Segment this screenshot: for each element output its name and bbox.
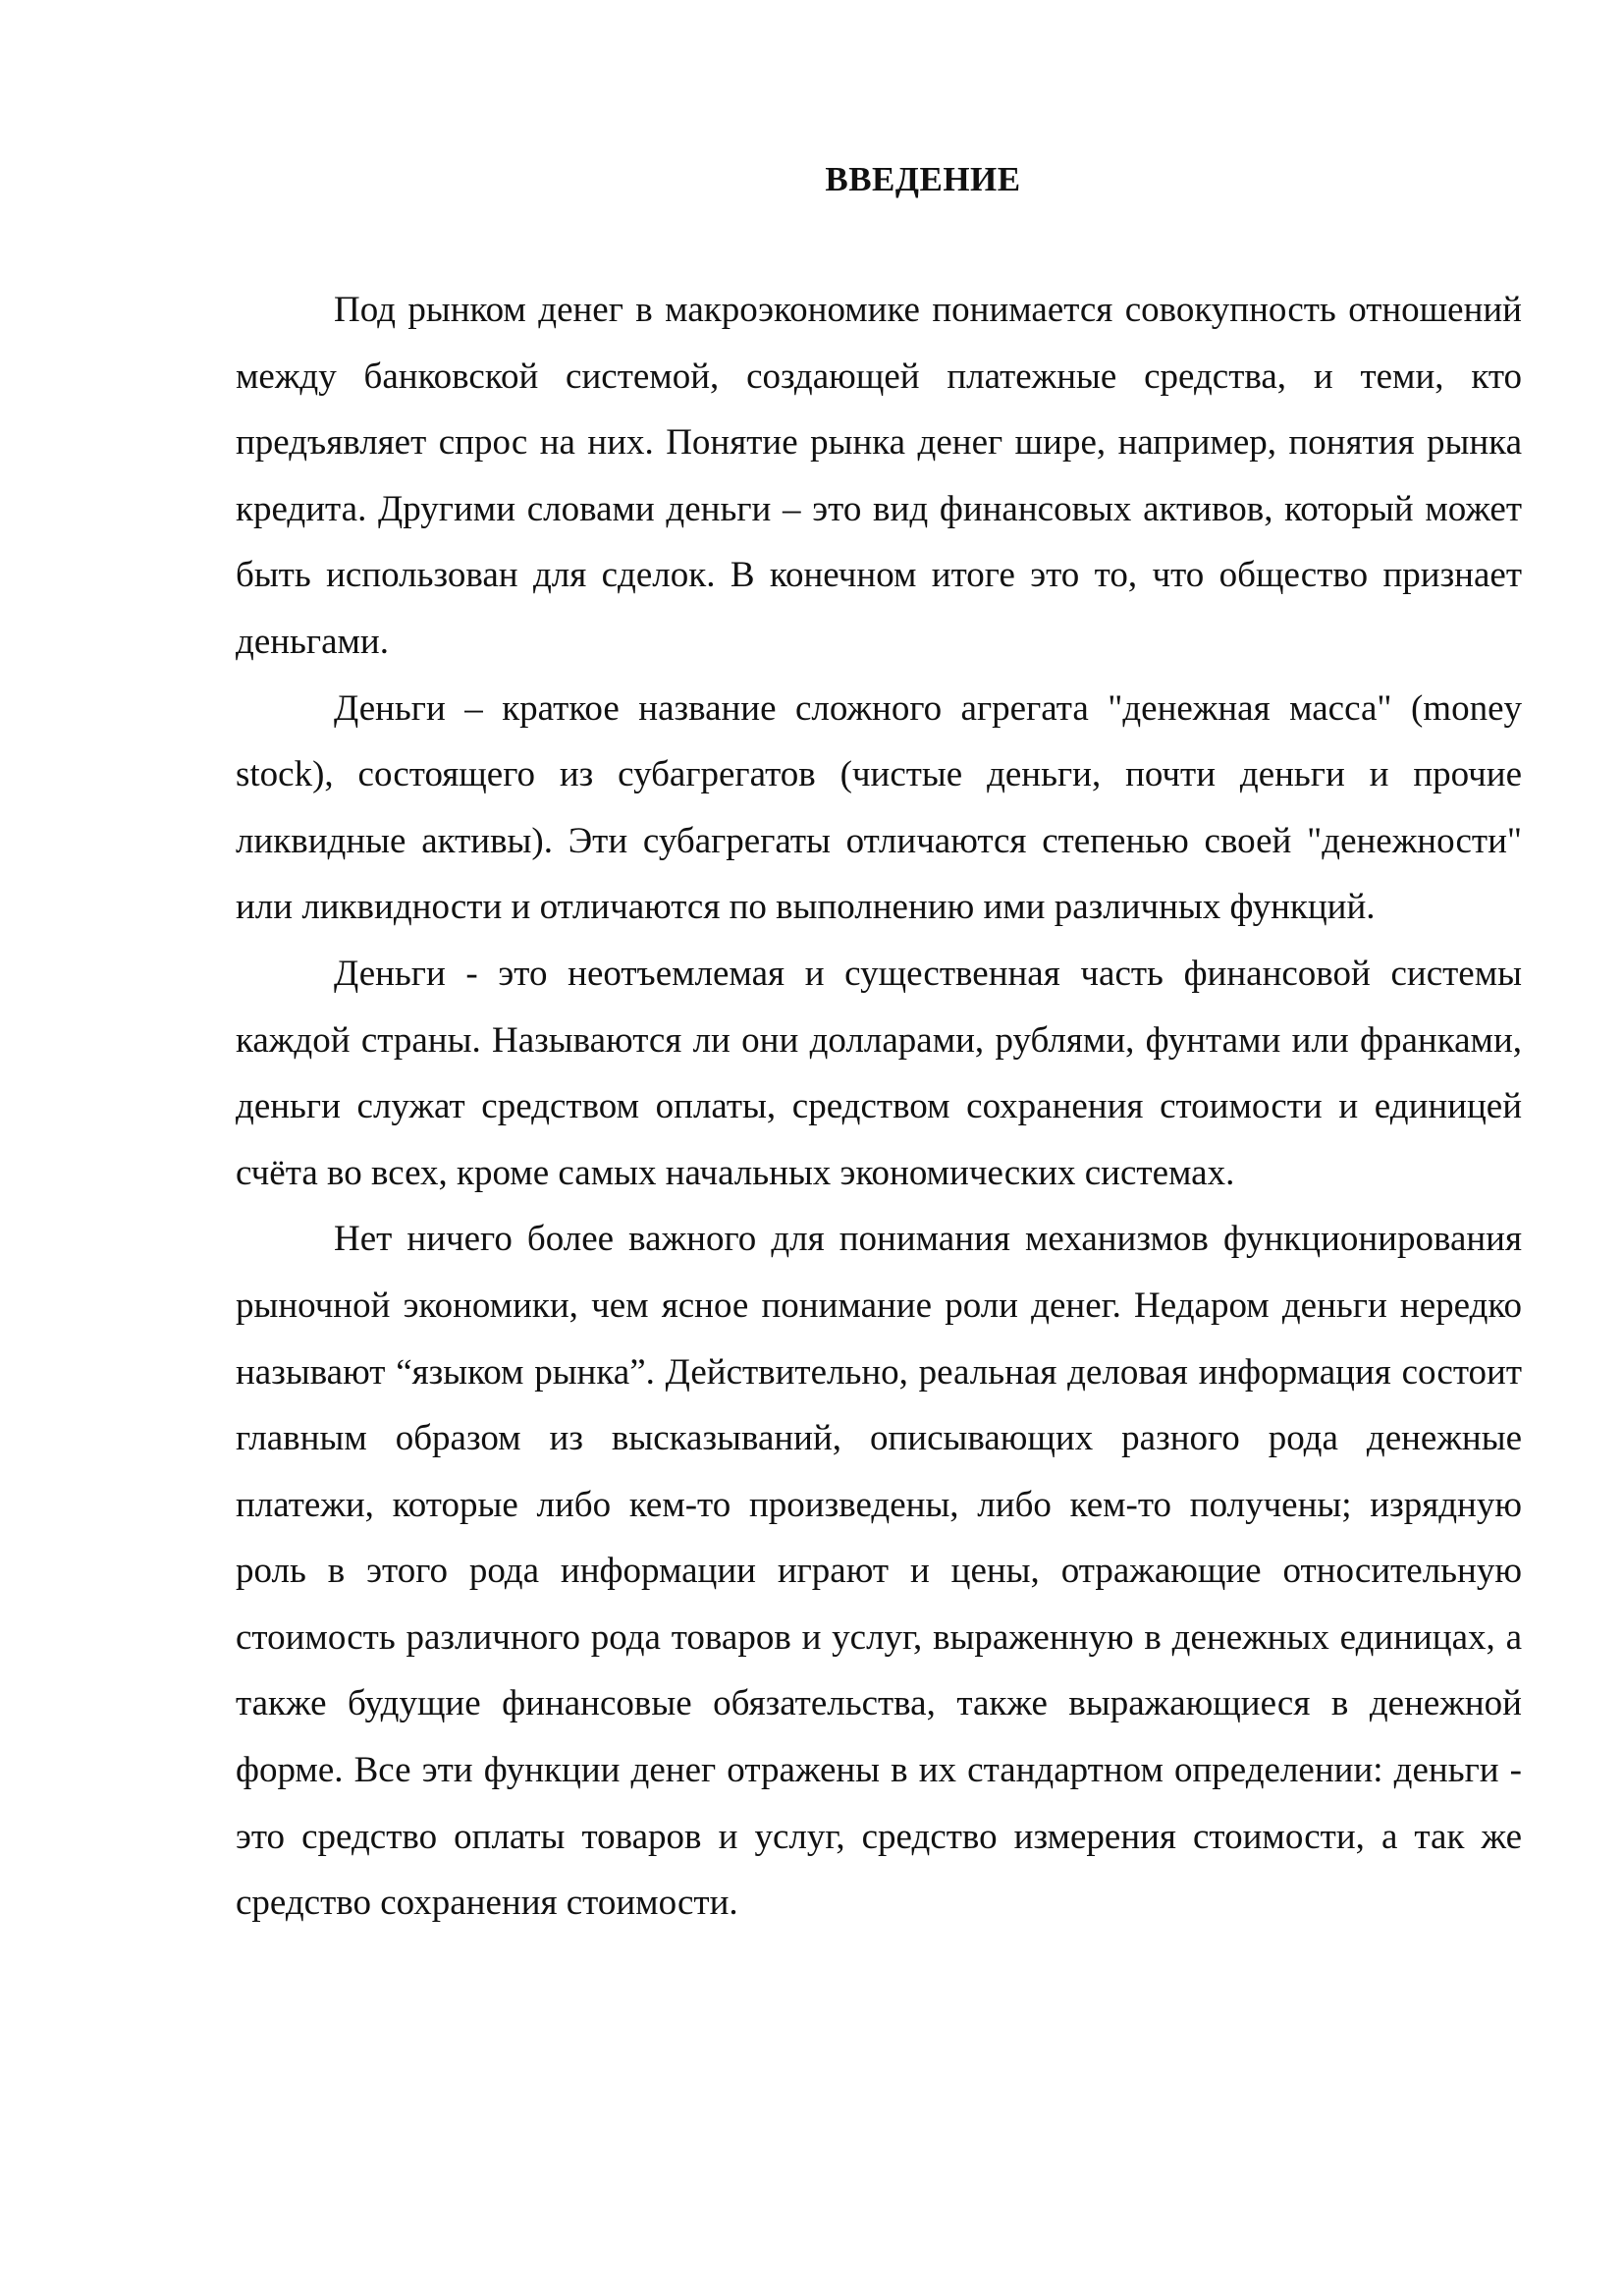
body-text xyxy=(236,277,1522,1937)
paragraph: Деньги - это неотъемлемая и существенная часть финансовой системы каждой страны. Называются ли они долларами, рублями, фунтами или франками, деньги служат средством оплаты, средством сохранения стоимости и единицей счёта во всех, кроме самых начальных экономических системах. xyxy=(236,953,1522,1193)
page-title: ВВЕДЕНИЕ xyxy=(825,160,1021,198)
paragraph: Нет ничего более важного для понимания механизмов функционирования рыночной экономики, чем ясное понимание роли денег. Недаром деньги нередко называют “языком рынка”. Действительно, реальная деловая информация состоит главным образом из высказываний, описывающих разного рода денежные платежи, которые либо кем-то произведены, либо кем-то получены; изрядную роль в этого рода информации играют и цены, отражающие относительную стоимость различного рода товаров и услуг, выраженную в денежных единицах, а также будущие финансовые обязательства, также выражающиеся в денежной форме. Все эти функции денег отражены в их стандартном определении: деньги - это средство оплаты товаров и услуг, средство измерения стоимости, а так же средство сохранения стоимости. xyxy=(236,1219,1522,1924)
paragraph: Деньги – краткое название сложного агрегата "денежная масса" (money stock), состоящего из субагрегатов (чистые деньги, почти деньги и прочие ликвидные активы). Эти субагрегаты отличаются степенью своей "денежности" или ликвидности и отличаются по выполнению ими различных функций. xyxy=(236,687,1522,928)
paragraph: Под рынком денег в макроэкономике понимается совокупность отношений между банковской системой, создающей платежные средства, и теми, кто предъявляет спрос на них. Понятие рынка денег шире, например, понятия рынка кредита. Другими словами деньги – это вид финансовых активов, который может быть использован для сделок. В конечном итоге это то, что общество признает деньгами. xyxy=(236,290,1522,662)
